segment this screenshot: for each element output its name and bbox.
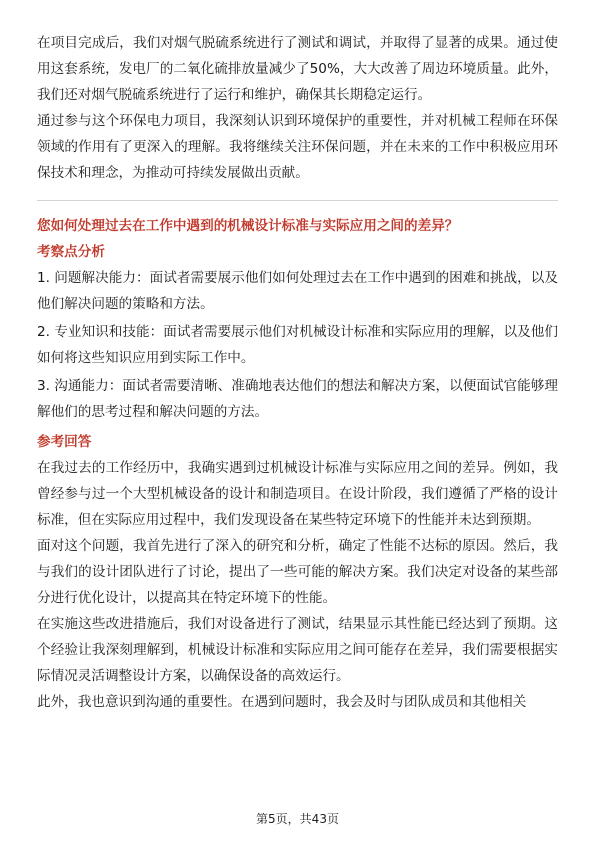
page-number: 第5页，共43页	[256, 812, 339, 826]
answer-paragraph: 面对这个问题，我首先进行了深入的研究和分析，确定了性能不达标的原因。然后，我与我们的设计团队进行了讨论，提出了一些可能的解决方案。我们决定对设备的某些部分进行优化设计，以提高其在特定环境下的性能。	[37, 538, 558, 606]
analysis-item: 2. 专业知识和技能：面试者需要展示他们对机械设计标准和实际应用的理解，以及他们如何将这些知识应用到实际工作中。	[37, 324, 558, 366]
answer-paragraph: 在实施这些改进措施后，我们对设备进行了测试，结果显示其性能已经达到了预期。这个经验让我深刻理解到，机械设计标准和实际应用之间可能存在差异，我们需要根据实际情况灵活调整设计方案，以确保设备的高效运行。	[37, 616, 558, 684]
section-divider	[37, 200, 558, 201]
intro-paragraph: 通过参与这个环保电力项目，我深刻认识到环境保护的重要性，并对机械工程师在环保领域的作用有了更深入的理解。我将继续关注环保问题，并在未来的工作中积极应用环保技术和理念，为推动可持续发展做出贡献。	[37, 113, 558, 181]
analysis-item: 3. 沟通能力：面试者需要清晰、准确地表达他们的想法和解决方案，以便面试官能够理解他们的思考过程和解决问题的方法。	[37, 378, 558, 420]
question-heading: 您如何处理过去在工作中遇到的机械设计标准与实际应用之间的差异？	[37, 218, 459, 234]
intro-paragraph: 在项目完成后，我们对烟气脱硫系统进行了测试和调试，并取得了显著的成果。通过使用这套系统，发电厂的二氧化硫排放量减少了50%，大大改善了周边环境质量。此外，我们还对烟气脱硫系统进行了运行和维护，确保其长期稳定运行。	[37, 35, 558, 103]
answer-paragraph: 此外，我也意识到沟通的重要性。在遇到问题时，我会及时与团队成员和其他相关	[37, 694, 527, 710]
answer-heading: 参考回答	[37, 434, 92, 450]
page-content	[37, 30, 558, 715]
analysis-heading: 考察点分析	[37, 244, 105, 260]
answer-paragraph: 在我过去的工作经历中，我确实遇到过机械设计标准与实际应用之间的差异。例如，我曾经参与过一个大型机械设备的设计和制造项目。在设计阶段，我们遵循了严格的设计标准，但在实际应用过程中，我们发现设备在某些特定环境下的性能并未达到预期。	[37, 460, 558, 528]
analysis-item: 1. 问题解决能力：面试者需要展示他们如何处理过去在工作中遇到的困难和挑战，以及他们解决问题的策略和方法。	[37, 270, 558, 312]
